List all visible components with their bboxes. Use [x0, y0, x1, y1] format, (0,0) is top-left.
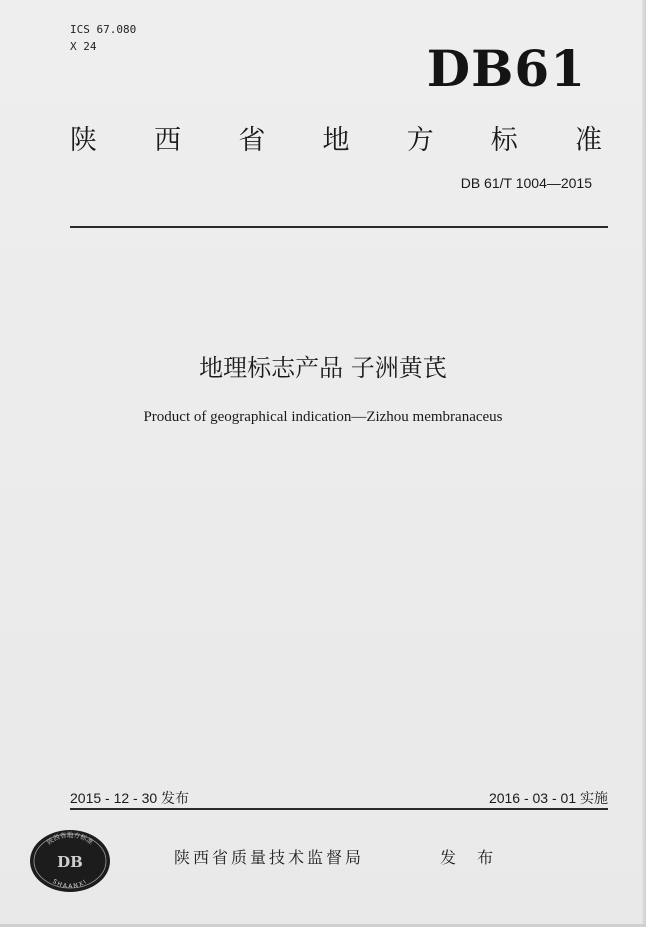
standard-type-char: 方 [406, 125, 434, 156]
issuer-seal-icon [28, 828, 112, 894]
class-code: X 24 [70, 40, 97, 53]
ics-code: ICS 67.080 [70, 23, 137, 36]
standard-type-heading [70, 118, 602, 157]
scan-edge-right [642, 0, 646, 927]
standard-prefix-logo: DB61 [426, 39, 586, 98]
standard-number: DB 61/T 1004—2015 [460, 175, 592, 191]
standard-type-char: 地 [322, 125, 350, 156]
standard-type-char: 西 [154, 125, 182, 156]
seal-text-bottom: SHAANXI [51, 878, 89, 891]
standard-type-char: 陕 [70, 125, 97, 156]
header-divider [70, 226, 608, 228]
standard-type-char: 省 [238, 125, 266, 156]
seal-center-text: DB [57, 853, 83, 871]
effective-date: 2016 - 03 - 01 实施 [488, 790, 608, 806]
classification-codes [70, 21, 136, 55]
standard-type-char: 标 [490, 125, 518, 156]
standard-type-char: 准 [574, 125, 602, 156]
seal-text-top: 陕西省地方标准 [45, 831, 95, 847]
issuing-authority: 陕西省质量技术监督局 [174, 848, 365, 867]
footer-divider [70, 808, 608, 810]
publish-label: 发 布 [440, 848, 502, 867]
title-english: Product of geographical indication—Zizhou membranaceus [143, 409, 503, 425]
issue-date: 2015 - 12 - 30 发布 [70, 790, 190, 806]
title-chinese: 地理标志产品 子洲黄芪 [199, 354, 447, 382]
